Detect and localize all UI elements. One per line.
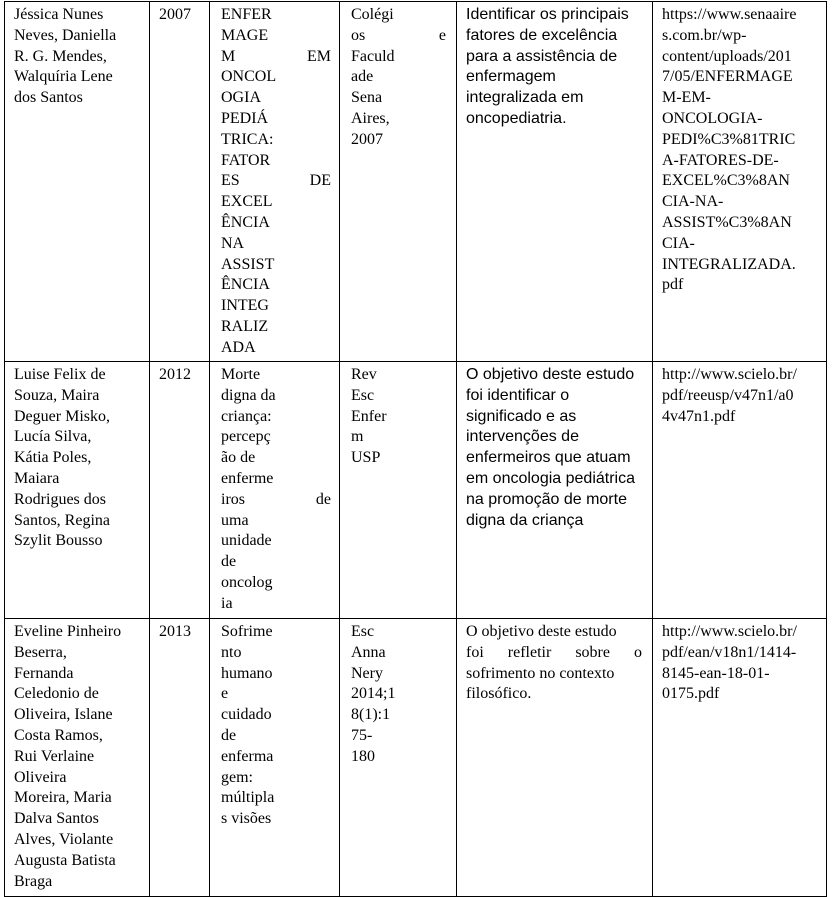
title-cell — [210, 619, 340, 897]
title-line: ão de — [221, 449, 256, 467]
title-line: ADA — [221, 338, 256, 356]
authors-cell — [5, 2, 150, 362]
source-line: 180 — [351, 747, 375, 765]
authors-line: Lucía Silva, — [14, 428, 92, 446]
source-line: 2014;1 — [351, 685, 396, 703]
title-line: de — [221, 726, 237, 744]
title-line: ES DE — [221, 172, 331, 190]
authors-line: Eveline Pinheiro — [14, 623, 122, 640]
source-line: Aires, — [351, 109, 390, 127]
objective-line: enfermeiros que atuam — [466, 449, 631, 467]
objective-line: filosófico. — [466, 685, 532, 703]
objective-line: oncopediatria. — [466, 109, 567, 127]
year-cell — [150, 362, 210, 619]
title-line: uma — [221, 511, 249, 529]
title-line: humano — [221, 664, 273, 682]
objective-line: significado e as — [466, 407, 577, 425]
authors-line: R. G. Mendes, — [14, 47, 107, 65]
url-line: http://www.scielo.br/ — [662, 366, 797, 383]
title-line: INTEG — [221, 297, 269, 315]
authors-line: Augusta Batista — [14, 851, 116, 869]
title-line: nto — [221, 643, 242, 661]
title-line: EXCEL — [221, 193, 273, 211]
authors-line: Moreira, Maria — [14, 789, 112, 807]
authors-line: Alves, Violante — [14, 830, 114, 848]
url-line: PEDI%C3%81TRIC — [662, 130, 796, 148]
url-line: INTEGRALIZADA. — [662, 255, 796, 273]
source-cell — [340, 362, 457, 619]
title-line: PEDIÁ — [221, 109, 269, 127]
title-cell — [210, 2, 340, 362]
objective-cell — [457, 2, 653, 362]
source-line: os e — [351, 26, 446, 44]
source-line: 8(1):1 — [351, 706, 391, 724]
objective-line: foi refletir sobre o — [466, 643, 642, 661]
url-line: EXCEL%C3%8AN — [662, 172, 790, 190]
title-line: unidade — [221, 532, 272, 550]
year-value: 2007 — [159, 6, 191, 23]
authors-line: Souza, Maira — [14, 386, 100, 404]
url-line: ONCOLOGIA- — [662, 109, 763, 127]
title-line: ÊNCIA — [221, 213, 270, 231]
source-line: Nery — [351, 664, 383, 682]
title-line: RALIZ — [221, 317, 269, 335]
source-line: Enfer — [351, 407, 387, 425]
source-line: Colégi — [351, 6, 394, 23]
objective-cell — [457, 362, 653, 619]
year-cell — [150, 619, 210, 897]
source-line: 2007 — [351, 130, 383, 148]
url-line: https://www.senaaire — [662, 6, 797, 23]
title-line: ÊNCIA — [221, 276, 270, 294]
url-line: pdf/ean/v18n1/1414- — [662, 643, 797, 661]
authors-cell — [5, 362, 150, 619]
objective-line: intervenções de — [466, 428, 579, 446]
title-line: de — [221, 553, 237, 571]
title-line: enferme — [221, 469, 274, 487]
source-line: 75- — [351, 726, 373, 744]
title-line: iros de — [221, 490, 331, 508]
authors-line: Oliveira — [14, 768, 67, 786]
source-line: Faculd — [351, 47, 395, 65]
objective-line: O objetivo deste estudo — [466, 366, 635, 383]
title-line: ONCOL — [221, 68, 277, 86]
objective-line: enfermagem — [466, 68, 556, 86]
title-line: NA — [221, 234, 245, 252]
source-line: Esc — [351, 386, 375, 404]
authors-line: Costa Ramos, — [14, 726, 103, 744]
url-line: s.com.br/wp- — [662, 26, 747, 44]
references-table — [4, 1, 827, 897]
title-cell — [210, 362, 340, 619]
objective-line: na promoção de morte — [466, 490, 627, 508]
authors-line: Szylit Bousso — [14, 532, 103, 550]
url-line: 7/05/ENFERMAGE — [662, 68, 793, 86]
year-cell — [150, 2, 210, 362]
table-row — [5, 2, 827, 362]
title-line: MAGE — [221, 26, 269, 44]
source-line: Rev — [351, 366, 377, 383]
year-value: 2012 — [159, 366, 191, 383]
source-line: ade — [351, 68, 374, 86]
authors-line: Kátia Poles, — [14, 449, 92, 467]
objective-line: em oncologia pediátrica — [466, 469, 635, 487]
source-cell — [340, 619, 457, 897]
url-line: pdf/reeusp/v47n1/a0 — [662, 386, 794, 404]
title-line: e — [221, 685, 229, 703]
url-line: http://www.scielo.br/ — [662, 623, 797, 640]
authors-line: Oliveira, Islane — [14, 706, 113, 724]
authors-line: Celedonio de — [14, 685, 99, 703]
source-line: USP — [351, 449, 381, 467]
title-line: M EM — [221, 47, 331, 65]
authors-line: Neves, Daniella — [14, 26, 117, 44]
url-line: content/uploads/201 — [662, 47, 792, 65]
authors-line: Rui Verlaine — [14, 747, 95, 765]
title-line: ASSIST — [221, 255, 275, 273]
source-line: Esc — [351, 623, 375, 640]
year-value: 2013 — [159, 623, 191, 640]
title-line: ENFER — [221, 6, 272, 23]
url-cell — [653, 2, 827, 362]
url-line: CIA- — [662, 234, 695, 252]
objective-line: Identificar os principais — [466, 6, 629, 23]
title-line: oncolog — [221, 573, 273, 591]
authors-line: dos Santos — [14, 89, 83, 107]
url-line: 8145-ean-18-01- — [662, 664, 770, 682]
url-line: M-EM- — [662, 89, 711, 107]
url-line: CIA-NA- — [662, 193, 724, 211]
objective-line: integralizada em — [466, 89, 584, 107]
authors-cell — [5, 619, 150, 897]
url-line: pdf — [662, 276, 684, 294]
authors-line: Rodrigues dos — [14, 490, 106, 508]
authors-line: Santos, Regina — [14, 511, 110, 529]
title-line: Morte — [221, 366, 261, 383]
table-row — [5, 362, 827, 619]
authors-line: Beserra, — [14, 643, 67, 661]
source-line: Sena — [351, 89, 383, 107]
authors-line: Fernanda — [14, 664, 74, 682]
objective-line: digna da criança — [466, 511, 584, 529]
objective-line: O objetivo deste estudo — [466, 623, 617, 640]
title-line: cuidado — [221, 706, 272, 724]
url-line: 4v47n1.pdf — [662, 407, 736, 425]
title-line: múltipla — [221, 789, 275, 807]
title-line: TRICA: — [221, 130, 274, 148]
url-cell — [653, 619, 827, 897]
objective-line: para a assistência de — [466, 47, 618, 65]
url-line: 0175.pdf — [662, 685, 720, 703]
authors-line: Walquíria Lene — [14, 68, 113, 86]
title-line: FATOR — [221, 151, 271, 169]
table-row — [5, 619, 827, 897]
source-line: Anna — [351, 643, 386, 661]
objective-cell — [457, 619, 653, 897]
authors-line: Jéssica Nunes — [14, 6, 104, 23]
title-line: digna da — [221, 386, 276, 404]
objective-line: sofrimento no contexto — [466, 664, 615, 682]
authors-line: Deguer Misko, — [14, 407, 110, 425]
authors-line: Luise Felix de — [14, 366, 106, 383]
source-line: m — [351, 428, 364, 446]
objective-line: fatores de excelência — [466, 26, 618, 44]
url-line: ASSIST%C3%8AN — [662, 213, 792, 231]
title-line: ia — [221, 594, 233, 612]
title-line: s visões — [221, 810, 272, 828]
url-cell — [653, 362, 827, 619]
title-line: gem: — [221, 768, 253, 786]
authors-line: Braga — [14, 872, 53, 890]
title-line: OGIA — [221, 89, 261, 107]
title-line: enferma — [221, 747, 274, 765]
title-line: criança: — [221, 407, 272, 425]
authors-line: Maiara — [14, 469, 60, 487]
objective-line: foi identificar o — [466, 386, 570, 404]
url-line: A-FATORES-DE- — [662, 151, 779, 169]
title-line: percepç — [221, 428, 271, 446]
authors-line: Dalva Santos — [14, 810, 99, 828]
source-cell — [340, 2, 457, 362]
title-line: Sofrime — [221, 623, 273, 640]
